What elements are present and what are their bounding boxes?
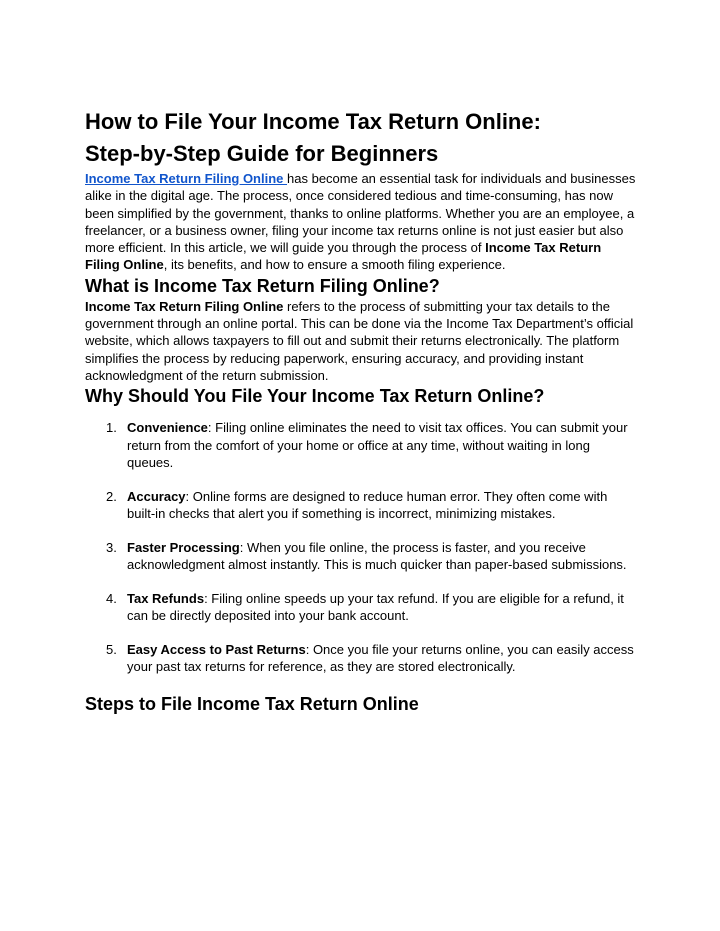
section-heading-what-is: What is Income Tax Return Filing Online?	[85, 275, 440, 296]
list-item-number: 5.	[106, 641, 117, 657]
income-tax-filing-link[interactable]: Income Tax Return Filing Online	[85, 171, 288, 186]
list-item-number: 4.	[106, 590, 117, 606]
benefits-list	[85, 419, 637, 675]
list-item-number: 2.	[106, 488, 117, 504]
list-item	[85, 641, 637, 676]
title-line-2: Step-by-Step Guide for Beginners	[85, 141, 439, 166]
list-item-text: : Online forms are designed to reduce human error. They often come with built-in checks that alert you if something is incorrect, minimizing mistakes.	[127, 488, 608, 521]
list-item-text: : Once you file your returns online, you can easily access your past tax returns for reference, as they are stored electronically.	[127, 641, 634, 675]
intro-bold-term: Income Tax Return Filing Online	[85, 240, 602, 273]
list-item	[85, 488, 637, 523]
list-item	[85, 419, 637, 471]
list-item	[85, 539, 637, 574]
intro-paragraph	[85, 170, 637, 274]
section-heading-why-file: Why Should You File Your Income Tax Return Online?	[85, 386, 545, 407]
list-item-text: : Filing online speeds up your tax refund. If you are eligible for a refund, it can be directly deposited into your bank account.	[127, 590, 624, 624]
document-page	[85, 106, 637, 716]
title-line-1: How to File Your Income Tax Return Online:	[85, 109, 541, 134]
list-item	[85, 590, 637, 625]
what-is-text: refers to the process of submitting your tax details to the government through an online portal. This can be done via the Income Tax Department’s official website, which allows taxpayers to fill out and submit their returns electronically. The platform simplifies the process by reducing paperwork, ensuring accuracy, and providing instant acknowledgment of the return submission.	[85, 298, 634, 383]
what-is-paragraph	[85, 298, 637, 384]
section-heading-steps: Steps to File Income Tax Return Online	[85, 694, 419, 715]
document-title	[85, 106, 637, 170]
list-item-term: Convenience	[127, 420, 208, 436]
list-item-term: Faster Processing	[127, 539, 240, 555]
what-is-bold-term: Income Tax Return Filing Online	[85, 298, 284, 314]
list-item-term: Tax Refunds	[127, 590, 205, 606]
list-item-text: : When you file online, the process is faster, and you receive acknowledgment almost instantly. This is much quicker than paper-based submissions.	[127, 539, 627, 573]
list-item-term: Easy Access to Past Returns	[127, 641, 306, 657]
intro-text-1: has become an essential task for individuals and businesses alike in the digital age. The process, once considered tedious and time-consuming, has now been simplified by the government, thanks to online platforms. Whether you are an employee, a freelancer, or a business owner, filing your income tax returns online is not just easier but also more efficient. In this article, we will guide you through the process of	[85, 171, 636, 256]
list-item-term: Accuracy	[127, 488, 186, 504]
list-item-number: 1.	[106, 420, 117, 436]
list-item-text: : Filing online eliminates the need to visit tax offices. You can submit your return from the comfort of your home or office at any time, without waiting in long queues.	[127, 420, 628, 470]
intro-text-2: , its benefits, and how to ensure a smooth filing experience.	[163, 257, 506, 273]
list-item-number: 3.	[106, 539, 117, 555]
